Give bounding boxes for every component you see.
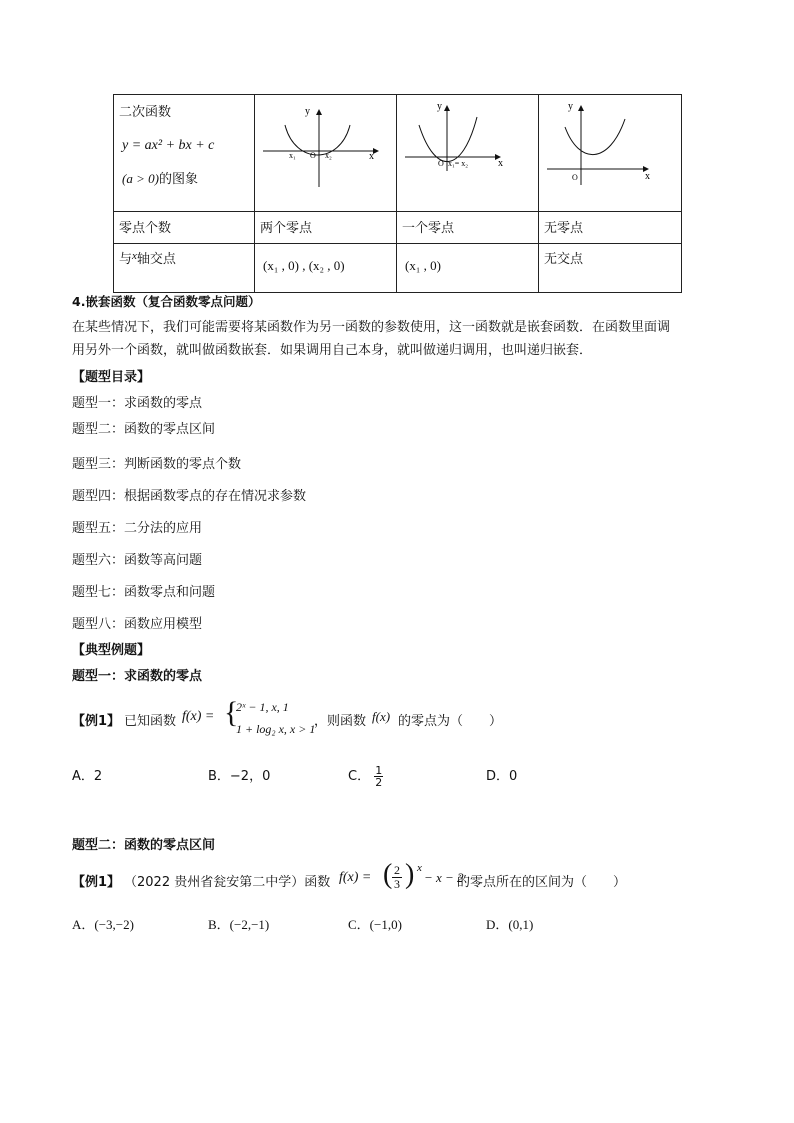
catalog-item-6: 题型六：函数等高问题 xyxy=(72,553,203,568)
type2-label: 【例1】 xyxy=(72,875,121,890)
type1-tail-a: ，则函数 xyxy=(314,714,367,729)
type2-title: 题型二：函数的零点区间 xyxy=(72,838,216,853)
intersect-prefix: 与 xyxy=(119,252,133,267)
fraction-denominator: 3 xyxy=(394,877,400,891)
intersect-suffix: 轴交点 xyxy=(136,252,176,267)
section4-line1: 在某些情况下，我们可能需要将某函数作为另一函数的参数使用，这一函数就是嵌套函数．在函数里面调 xyxy=(72,320,671,335)
parabola-curve xyxy=(419,117,477,162)
type2-option-a[interactable]: A．(−3,−2) xyxy=(72,917,134,932)
graph-no-zero-cell xyxy=(539,95,682,212)
origin-label: O xyxy=(310,151,316,160)
table-header-cell xyxy=(114,95,255,212)
count-one-zero: 一个零点 xyxy=(402,221,455,236)
y-label: y xyxy=(568,101,573,112)
formula-condition xyxy=(122,168,198,187)
section4-line2: 用另外一个函数，就叫做函数嵌套．如果调用自己本身，就叫做递归调用，也叫递归嵌套． xyxy=(72,343,593,358)
catalog-item-8: 题型八：函数应用模型 xyxy=(72,617,203,632)
intersect-one-point: (x₁ , 0) xyxy=(405,258,441,273)
type1-title: 题型一：求函数的零点 xyxy=(72,669,203,684)
catalog-item-2: 题型二：函数的零点区间 xyxy=(72,422,216,437)
row-intersect-label xyxy=(114,244,254,267)
left-paren: ( xyxy=(383,859,393,890)
type2-fraction xyxy=(392,864,402,891)
catalog-item-1: 题型一：求函数的零点 xyxy=(72,396,203,411)
x-label: x xyxy=(369,151,374,162)
type1-option-c[interactable] xyxy=(348,765,383,788)
quadratic-zero-table xyxy=(113,94,682,293)
piecewise-brace: { xyxy=(224,696,239,729)
condition-text: (a > 0) xyxy=(122,171,159,186)
type2-source: （2022 贵州省瓮安第二中学）函数 xyxy=(124,875,331,890)
y-axis-arrow xyxy=(444,105,450,111)
graph-two-zeros xyxy=(255,95,396,207)
origin-label: O xyxy=(438,159,444,168)
fraction-numerator: 2 xyxy=(394,863,400,877)
intersect-none: 无交点 xyxy=(544,252,584,267)
intersect-two-points: (x₁ , 0) , (x₂ , 0) xyxy=(263,258,345,273)
piecewise-case-1: 2ˣ − 1, x, 1 xyxy=(236,700,289,714)
type1-option-b[interactable]: B．−2，0 xyxy=(208,769,271,784)
row-count-label: 零点个数 xyxy=(119,221,172,236)
type1-option-d[interactable]: D．0 xyxy=(486,769,518,784)
formula-rhs: = ax² + bx + c xyxy=(131,138,215,153)
type1-lead: 已知函数 xyxy=(124,714,177,729)
graph-no-zero xyxy=(539,95,681,207)
section4-title: 4.嵌套函数（复合函数零点问题） xyxy=(72,294,261,309)
type2-tail: 的零点所在的区间为（ ） xyxy=(457,875,627,890)
parabola-curve xyxy=(565,119,625,155)
y-label: y xyxy=(305,106,310,117)
count-no-zero: 无零点 xyxy=(544,221,584,236)
type2-option-d[interactable]: D．(0,1) xyxy=(486,917,534,932)
origin-label: O xyxy=(572,173,578,182)
y-label: y xyxy=(437,101,442,112)
y-axis-arrow xyxy=(578,105,584,111)
x1-label: x₁ xyxy=(289,151,296,160)
condition-suffix: 的图象 xyxy=(158,172,198,187)
type1-fx: f(x) = xyxy=(182,709,215,724)
graph-one-zero-cell xyxy=(397,95,539,212)
type1-label: 【例1】 xyxy=(72,714,121,729)
formula-lhs: y xyxy=(122,138,129,153)
intersect-x: x xyxy=(132,250,137,262)
table-header-label: 二次函数 xyxy=(119,105,172,120)
type2-option-c[interactable]: C．(−1,0) xyxy=(348,917,402,932)
y-axis-arrow xyxy=(316,109,322,115)
fraction-numerator: 1 xyxy=(375,764,383,777)
option-c-prefix: C． xyxy=(348,769,371,784)
x-label: x xyxy=(498,158,503,169)
catalog-title: 【题型目录】 xyxy=(72,370,151,385)
x2-label: x₂ xyxy=(325,151,332,160)
type1-example xyxy=(72,698,732,742)
type1-fx2: f(x) xyxy=(372,709,391,724)
type1-option-a[interactable]: A．2 xyxy=(72,769,103,784)
type2-example xyxy=(72,859,732,896)
type2-exponent: x xyxy=(417,862,422,874)
x-label: x xyxy=(645,171,650,182)
quadratic-formula xyxy=(122,138,214,154)
catalog-item-3: 题型三：判断函数的零点个数 xyxy=(72,457,242,472)
graph-one-zero xyxy=(397,95,538,207)
examples-title: 【典型例题】 xyxy=(72,643,151,658)
right-paren: ) xyxy=(405,859,415,890)
type2-option-b[interactable]: B．(−2,−1) xyxy=(208,917,270,932)
type2-fx: f(x) = xyxy=(339,870,372,885)
fraction-denominator: 2 xyxy=(375,776,383,789)
catalog-item-5: 题型五：二分法的应用 xyxy=(72,521,203,536)
piecewise-case-2: 1 + log₂ x, x > 1 xyxy=(236,722,316,736)
catalog-item-4: 题型四：根据函数零点的存在情况求参数 xyxy=(72,489,307,504)
count-two-zeros: 两个零点 xyxy=(260,221,313,236)
option-c-fraction xyxy=(374,765,383,788)
type1-tail-b: 的零点为（ ） xyxy=(398,714,503,729)
catalog-item-7: 题型七：函数零点和问题 xyxy=(72,585,216,600)
type2-rest: − x − 2 xyxy=(424,870,464,885)
graph-two-zeros-cell xyxy=(255,95,397,212)
x1-eq-x2-label: x₁= x₂ xyxy=(448,159,469,168)
